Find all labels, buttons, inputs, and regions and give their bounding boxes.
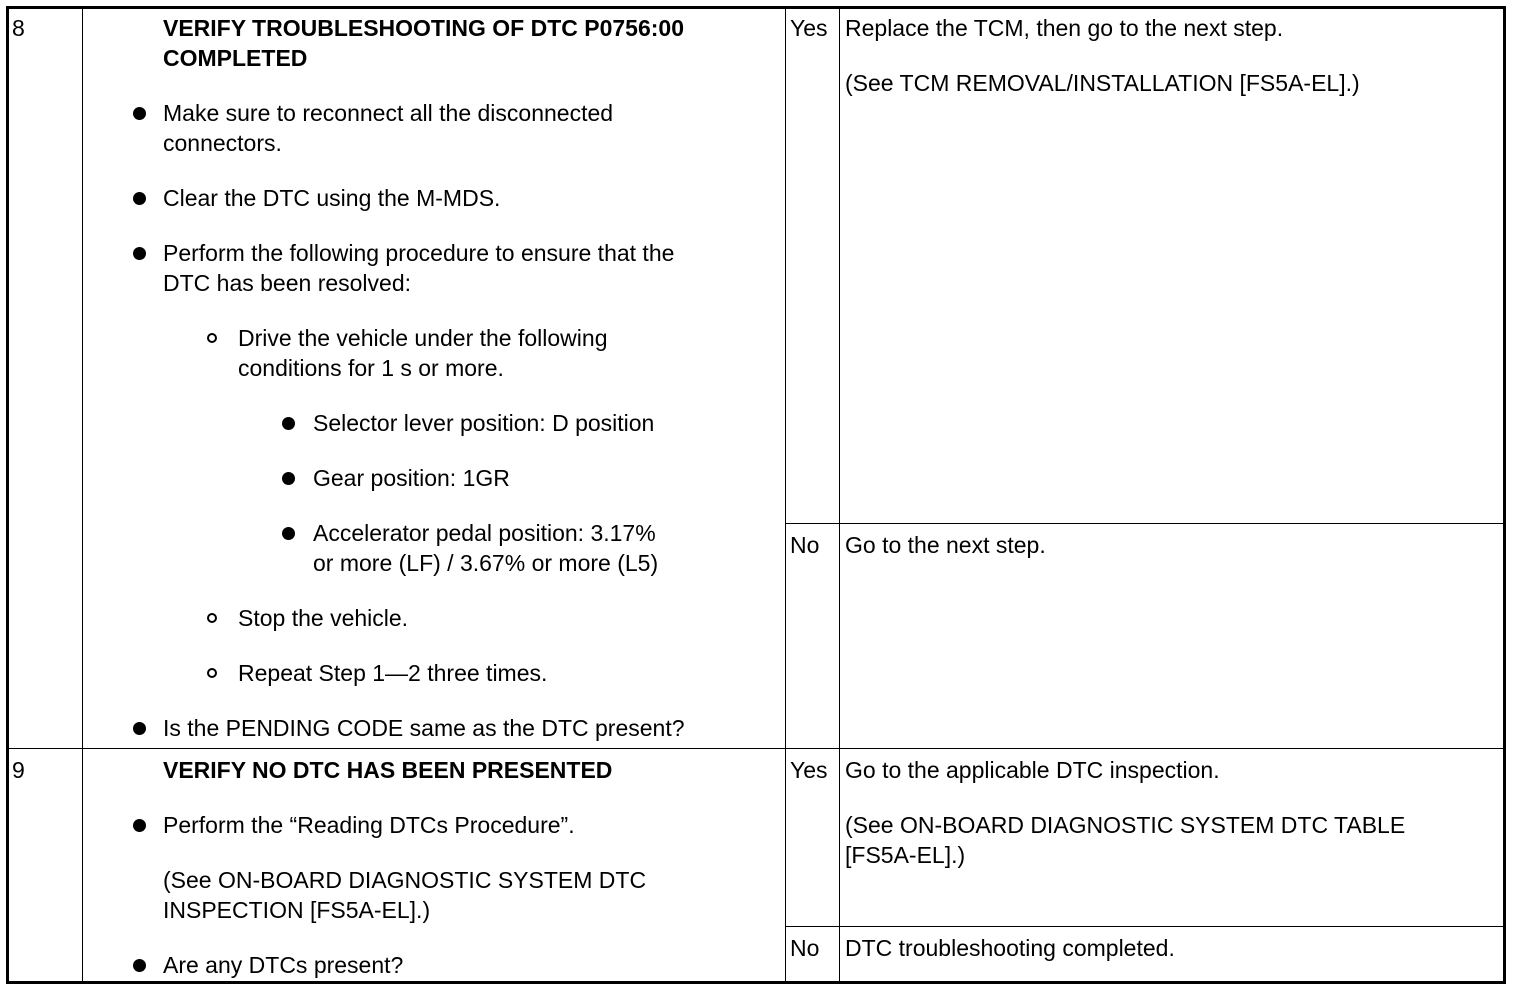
- instruction-text: Make sure to reconnect all the disconnected: [163, 100, 614, 126]
- yes-label: Yes: [790, 15, 828, 41]
- condition-text: or more (LF) / 3.67% or more (L5): [313, 550, 659, 576]
- reference-text: (See ON-BOARD DIAGNOSTIC SYSTEM DTC: [163, 867, 647, 893]
- sub-instruction-text: Drive the vehicle under the following: [238, 325, 608, 351]
- step-title-continued: COMPLETED: [163, 45, 308, 71]
- bullet-icon: [133, 722, 146, 735]
- sub-bullet-icon: [207, 668, 217, 678]
- row9-yes-no-divider: [785, 926, 1503, 927]
- question-text: Are any DTCs present?: [163, 952, 404, 978]
- no-label: No: [790, 935, 820, 961]
- column-divider-result: [839, 9, 840, 981]
- condition-text: Gear position: 1GR: [313, 465, 510, 491]
- bullet-icon: [282, 472, 295, 485]
- condition-text: Selector lever position: D position: [313, 410, 655, 436]
- no-action-text: Go to the next step.: [845, 532, 1046, 558]
- sub-bullet-icon: [207, 333, 217, 343]
- sub-instruction-text: conditions for 1 s or more.: [238, 355, 504, 381]
- instruction-text: Perform the “Reading DTCs Procedure”.: [163, 812, 575, 838]
- yes-reference-text: (See ON-BOARD DIAGNOSTIC SYSTEM DTC TABLE: [845, 812, 1406, 838]
- yes-label: Yes: [790, 757, 828, 783]
- instruction-text: Clear the DTC using the M-MDS.: [163, 185, 501, 211]
- step-number: 8: [12, 15, 25, 41]
- condition-text: Accelerator pedal position: 3.17%: [313, 520, 656, 546]
- yes-reference-text: [FS5A-EL].): [845, 842, 966, 868]
- bullet-icon: [133, 192, 146, 205]
- step-number: 9: [12, 757, 25, 783]
- bullet-icon: [282, 527, 295, 540]
- sub-bullet-icon: [207, 613, 217, 623]
- yes-action-text: Replace the TCM, then go to the next step.: [845, 15, 1284, 41]
- column-divider-action: [785, 9, 786, 981]
- bullet-icon: [133, 247, 146, 260]
- sub-instruction-text: Repeat Step 1—2 three times.: [238, 660, 548, 686]
- bullet-icon: [282, 417, 295, 430]
- sub-instruction-text: Stop the vehicle.: [238, 605, 409, 631]
- yes-action-text: Go to the applicable DTC inspection.: [845, 757, 1220, 783]
- row8-yes-no-divider: [785, 523, 1503, 524]
- no-label: No: [790, 532, 820, 558]
- bullet-icon: [133, 107, 146, 120]
- step-title: VERIFY TROUBLESHOOTING OF DTC P0756:00: [163, 15, 685, 41]
- reference-text: INSPECTION [FS5A-EL].): [163, 897, 431, 923]
- instruction-text: Perform the following procedure to ensure that the: [163, 240, 675, 266]
- yes-reference-text: (See TCM REMOVAL/INSTALLATION [FS5A-EL].): [845, 70, 1360, 96]
- bullet-icon: [133, 959, 146, 972]
- column-divider-step: [82, 9, 83, 981]
- instruction-text: DTC has been resolved:: [163, 270, 412, 296]
- step-title: VERIFY NO DTC HAS BEEN PRESENTED: [163, 757, 613, 783]
- bullet-icon: [133, 819, 146, 832]
- question-text: Is the PENDING CODE same as the DTC present?: [163, 715, 685, 741]
- instruction-text: connectors.: [163, 130, 282, 156]
- no-action-text: DTC troubleshooting completed.: [845, 935, 1175, 961]
- row-divider: [9, 748, 1503, 749]
